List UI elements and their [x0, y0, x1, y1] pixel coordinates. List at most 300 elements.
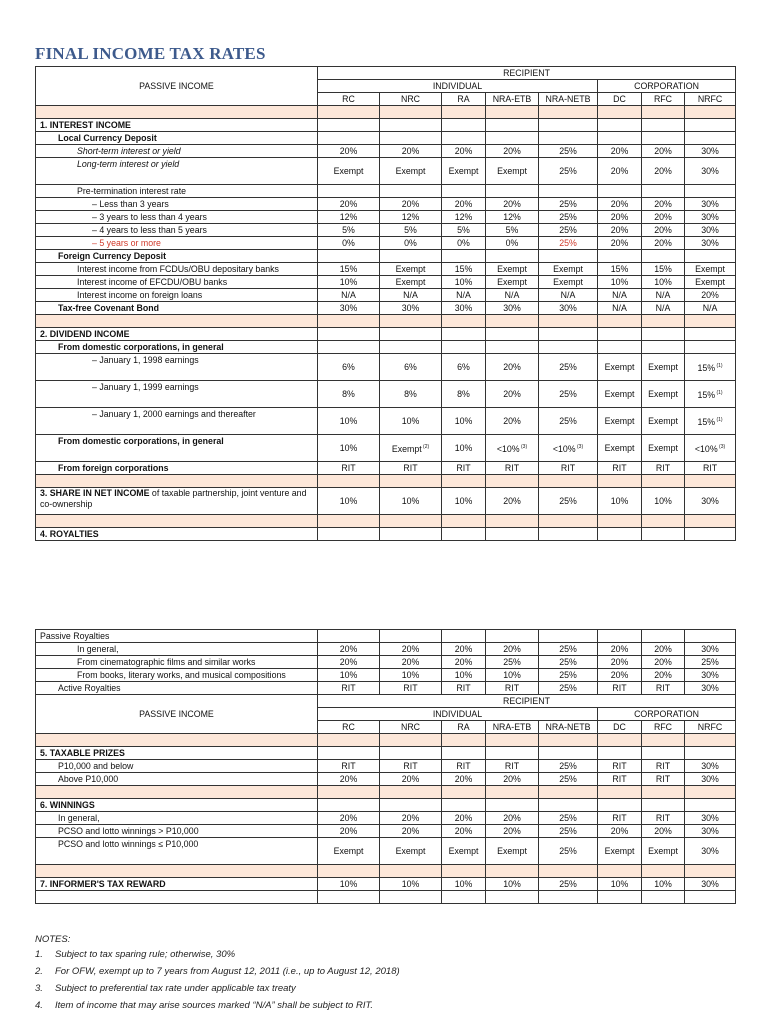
rate-value: RIT: [655, 463, 671, 473]
empty-cell: [442, 106, 486, 119]
rate-cell: [442, 760, 486, 773]
rate-value: 20%: [654, 238, 672, 248]
rate-value: 0%: [342, 238, 355, 248]
row-label: [36, 488, 318, 515]
rate-cell: [380, 145, 442, 158]
rate-value: 10%: [339, 442, 358, 453]
rate-value: 25%: [559, 774, 577, 784]
rate-value: 20%: [401, 774, 420, 784]
rate-cell: [598, 341, 642, 354]
rate-cell: [685, 799, 736, 812]
rate-cell: [380, 198, 442, 211]
rate-cell: [642, 145, 685, 158]
rate-cell: [642, 656, 685, 669]
row-label: P10,000 and below: [36, 760, 318, 773]
rate-cell: [598, 263, 642, 276]
row-label: In general,: [36, 812, 318, 825]
empty-cell: [598, 734, 642, 747]
empty-cell: [486, 315, 539, 328]
rate-value: N/A: [612, 290, 627, 300]
rate-cell: [486, 302, 539, 315]
rate-value: 25%: [559, 845, 577, 856]
rate-cell: [380, 656, 442, 669]
rate-cell: [539, 435, 598, 462]
column-header: RA: [442, 721, 486, 734]
rate-value: RIT: [403, 683, 418, 693]
empty-cell: [598, 515, 642, 528]
rate-cell: [486, 158, 539, 185]
rate-value: 5%: [457, 225, 470, 235]
rate-cell: [685, 354, 736, 381]
rate-cell: [642, 132, 685, 145]
empty-cell: [318, 734, 380, 747]
individual-header: INDIVIDUAL: [318, 708, 598, 721]
table-row: [36, 198, 736, 211]
rate-cell: [685, 341, 736, 354]
column-header: NRC: [380, 93, 442, 106]
rate-cell: [442, 289, 486, 302]
rate-value: 30%: [701, 495, 719, 506]
rate-cell: [598, 145, 642, 158]
rate-value: RIT: [456, 683, 471, 693]
rate-value: 10%: [654, 879, 672, 889]
rate-cell: [598, 119, 642, 132]
rate-value: 25%: [559, 146, 577, 156]
rate-cell: [318, 760, 380, 773]
rate-cell: [598, 838, 642, 865]
rate-cell: [539, 799, 598, 812]
rate-cell: [685, 302, 736, 315]
empty-cell: [318, 475, 380, 488]
rate-cell: [318, 354, 380, 381]
rate-value: N/A: [504, 290, 520, 300]
rate-value: 20%: [503, 495, 521, 506]
rate-cell: [598, 799, 642, 812]
note-item: [35, 966, 400, 977]
rate-cell: [318, 656, 380, 669]
rate-cell: [598, 302, 642, 315]
rate-cell: [685, 158, 736, 185]
rate-value: 20%: [454, 774, 473, 784]
empty-cell: [380, 786, 442, 799]
rate-cell: [642, 119, 685, 132]
rate-cell: [685, 132, 736, 145]
rate-cell: [442, 224, 486, 237]
rate-cell: [539, 237, 598, 250]
rate-cell: [685, 747, 736, 760]
note-text: For OFW, exempt up to 7 years from August 12, 2011 (i.e., up to August 12, 2018): [55, 966, 400, 977]
rate-cell: [685, 328, 736, 341]
rate-cell: [539, 354, 598, 381]
rate-cell: [539, 250, 598, 263]
rate-value: 12%: [401, 212, 420, 222]
rate-value: 5%: [342, 225, 355, 235]
rate-value: 12%: [339, 212, 358, 222]
rate-value: 20%: [610, 165, 629, 176]
rate-cell: [642, 773, 685, 786]
row-label: – January 1, 2000 earnings and thereafter: [36, 408, 318, 435]
rate-cell: [442, 799, 486, 812]
rate-cell: [685, 211, 736, 224]
rate-cell: [318, 185, 380, 198]
table-row: [36, 878, 736, 891]
rate-value: 25%: [559, 644, 577, 654]
rate-cell: [486, 773, 539, 786]
row-label: Pre-termination interest rate: [36, 185, 318, 198]
passive-income-header: PASSIVE INCOME: [36, 695, 318, 734]
column-header: RFC: [642, 93, 685, 106]
rate-cell: [539, 158, 598, 185]
empty-cell: [318, 786, 380, 799]
note-item: [35, 1000, 400, 1011]
column-header: NRC: [380, 721, 442, 734]
rate-cell: [380, 237, 442, 250]
empty-cell: [486, 734, 539, 747]
rate-cell: [539, 198, 598, 211]
footnote-marker: (1): [715, 416, 723, 423]
rate-cell: [380, 158, 442, 185]
rate-value: Exempt: [333, 845, 364, 856]
empty-cell: [539, 475, 598, 488]
rate-cell: [598, 250, 642, 263]
rate-value: Exempt: [648, 388, 678, 399]
rate-value: RIT: [655, 774, 671, 784]
rate-cell: [539, 119, 598, 132]
rate-cell: [685, 408, 736, 435]
rate-value: RIT: [655, 683, 671, 693]
rate-value: 30%: [701, 238, 719, 248]
rate-cell: [685, 630, 736, 643]
empty-cell: [380, 475, 442, 488]
row-label: Passive Royalties: [36, 630, 318, 643]
rate-value: <10%: [694, 443, 718, 454]
rate-value: 30%: [701, 813, 719, 823]
rate-cell: [642, 462, 685, 475]
rate-value: 20%: [654, 644, 672, 654]
rate-value: 8%: [404, 388, 417, 399]
footnote-marker: (1): [715, 362, 723, 369]
rate-cell: [598, 656, 642, 669]
rate-cell: [380, 760, 442, 773]
rate-value: 20%: [339, 199, 358, 209]
rate-cell: [380, 838, 442, 865]
rate-cell: [380, 354, 442, 381]
rate-value: 8%: [457, 388, 470, 399]
rate-value: 20%: [454, 644, 473, 654]
row-label: – Less than 3 years: [36, 198, 318, 211]
rate-cell: [318, 263, 380, 276]
rate-cell: [380, 669, 442, 682]
rate-cell: [598, 488, 642, 515]
rate-cell: [442, 462, 486, 475]
rate-value: N/A: [702, 303, 718, 313]
passive-income-header: PASSIVE INCOME: [36, 67, 318, 106]
row-label: 2. DIVIDEND INCOME: [36, 328, 318, 341]
table-row: [36, 747, 736, 760]
rate-cell: [539, 656, 598, 669]
table-row: [36, 630, 736, 643]
rate-cell: [486, 630, 539, 643]
rate-cell: [380, 341, 442, 354]
rate-cell: [539, 682, 598, 695]
table-row: [36, 158, 736, 185]
table-row: [36, 462, 736, 475]
rate-value: 30%: [701, 683, 719, 693]
rate-cell: [642, 211, 685, 224]
rate-cell: [380, 528, 442, 541]
note-text: Item of income that may arise sources marked “N/A” shall be subject to RIT.: [55, 1000, 374, 1011]
rate-cell: [598, 158, 642, 185]
rate-cell: [442, 812, 486, 825]
rate-value: 30%: [701, 212, 719, 222]
rate-cell: [380, 643, 442, 656]
rate-cell: [539, 328, 598, 341]
rate-value: Exempt: [648, 415, 678, 426]
empty-cell: [642, 786, 685, 799]
empty-cell: [380, 865, 442, 878]
rate-value: Exempt: [497, 845, 527, 856]
rate-cell: [318, 145, 380, 158]
rate-cell: [380, 185, 442, 198]
page-title: FINAL INCOME TAX RATES: [35, 44, 266, 63]
rate-cell: [598, 381, 642, 408]
rate-cell: [442, 276, 486, 289]
rate-value: 20%: [339, 657, 358, 667]
rate-value: RIT: [456, 463, 471, 473]
rate-cell: [642, 302, 685, 315]
rate-value: 25%: [559, 199, 577, 209]
empty-cell: [598, 786, 642, 799]
footnote-marker: (1): [715, 389, 723, 396]
rate-value: 10%: [339, 495, 358, 506]
rate-value: 30%: [401, 303, 420, 313]
rate-value: 20%: [503, 199, 521, 209]
row-label: – 3 years to less than 4 years: [36, 211, 318, 224]
rate-cell: [380, 878, 442, 891]
rate-cell: [642, 799, 685, 812]
spacer-row: [36, 865, 736, 878]
rate-cell: [442, 145, 486, 158]
table-header: [36, 67, 736, 106]
rate-value: 20%: [503, 644, 521, 654]
table-row: [36, 328, 736, 341]
rate-value: RIT: [655, 761, 671, 771]
rate-value: Exempt: [604, 415, 635, 426]
empty-cell: [598, 315, 642, 328]
rate-value: 30%: [454, 303, 473, 313]
rate-value: 15%: [610, 264, 629, 274]
rate-cell: [539, 132, 598, 145]
rate-cell: [598, 643, 642, 656]
rate-cell: [442, 250, 486, 263]
rate-value: Exempt: [604, 361, 635, 372]
rate-cell: [380, 276, 442, 289]
rate-value: 6%: [404, 361, 417, 372]
rate-cell: [442, 682, 486, 695]
table-row: [36, 185, 736, 198]
rate-cell: [685, 198, 736, 211]
row-label: From books, literary works, and musical compositions: [36, 669, 318, 682]
rate-value: 20%: [454, 826, 473, 836]
rate-cell: [486, 643, 539, 656]
table-row: [36, 302, 736, 315]
rate-value: 8%: [342, 388, 355, 399]
table-row: [36, 799, 736, 812]
rate-value: 10%: [610, 879, 629, 889]
rate-cell: [318, 773, 380, 786]
rate-cell: [642, 328, 685, 341]
rate-value: RIT: [612, 813, 627, 823]
empty-cell: [318, 515, 380, 528]
table-row: [36, 354, 736, 381]
empty-cell: [318, 315, 380, 328]
rate-value: 12%: [503, 212, 521, 222]
rate-value: Exempt: [553, 264, 583, 274]
rate-cell: [380, 773, 442, 786]
rate-cell: [486, 682, 539, 695]
rate-cell: [539, 488, 598, 515]
rate-cell: [486, 198, 539, 211]
rate-value: 25%: [559, 813, 577, 823]
rate-cell: [318, 643, 380, 656]
row-label: Long-term interest or yield: [36, 158, 318, 185]
empty-cell: [642, 475, 685, 488]
empty-cell: [642, 515, 685, 528]
rate-value: RIT: [504, 761, 520, 771]
rate-cell: [642, 878, 685, 891]
rate-cell: [442, 198, 486, 211]
rate-cell: [685, 250, 736, 263]
rate-value: 25%: [559, 388, 577, 399]
rate-value: Exempt: [333, 165, 364, 176]
rate-cell: [642, 760, 685, 773]
empty-cell: [36, 315, 318, 328]
rate-cell: [442, 488, 486, 515]
rate-cell: [598, 237, 642, 250]
rate-cell: [380, 328, 442, 341]
rate-cell: [539, 211, 598, 224]
rate-cell: [442, 747, 486, 760]
rate-value: 20%: [503, 361, 521, 372]
rate-cell: [486, 488, 539, 515]
rate-value: RIT: [655, 813, 671, 823]
rate-value: N/A: [655, 290, 671, 300]
rate-value: N/A: [403, 290, 418, 300]
rate-value: 30%: [339, 303, 358, 313]
rate-cell: [598, 630, 642, 643]
rate-cell: [318, 328, 380, 341]
empty-cell: [318, 865, 380, 878]
rate-value: 25%: [559, 879, 577, 889]
rate-cell: [318, 838, 380, 865]
rate-value: 5%: [404, 225, 417, 235]
table-row: [36, 669, 736, 682]
rate-cell: [318, 488, 380, 515]
empty-cell: [36, 865, 318, 878]
rate-cell: [486, 669, 539, 682]
rate-cell: [380, 682, 442, 695]
empty-cell: [442, 891, 486, 904]
rate-cell: [318, 630, 380, 643]
rate-value: RIT: [456, 761, 471, 771]
rate-cell: [442, 119, 486, 132]
rate-cell: [442, 773, 486, 786]
tax-rates-table-part2: [35, 629, 736, 904]
rate-value: 30%: [503, 303, 521, 313]
rate-cell: [642, 825, 685, 838]
table-row: [36, 119, 736, 132]
rate-cell: [642, 682, 685, 695]
rate-value: 20%: [339, 774, 358, 784]
rate-cell: [642, 185, 685, 198]
table-row: [36, 263, 736, 276]
rate-cell: [486, 289, 539, 302]
rate-value: <10%: [552, 443, 576, 454]
rate-cell: [318, 132, 380, 145]
rate-cell: [318, 224, 380, 237]
spacer-row: [36, 786, 736, 799]
rate-cell: [685, 462, 736, 475]
note-number: 3.: [35, 983, 43, 994]
rate-cell: [380, 289, 442, 302]
rate-cell: [486, 760, 539, 773]
rate-value: 30%: [701, 845, 719, 856]
rate-cell: [380, 132, 442, 145]
rate-cell: [642, 354, 685, 381]
rate-cell: [642, 263, 685, 276]
rate-value: N/A: [341, 290, 356, 300]
rate-value: RIT: [341, 683, 356, 693]
empty-cell: [380, 106, 442, 119]
rate-value: RIT: [504, 463, 520, 473]
notes-heading: NOTES:: [35, 934, 71, 945]
rate-value: 20%: [339, 644, 358, 654]
row-label: – January 1, 1998 earnings: [36, 354, 318, 381]
row-label: – 4 years to less than 5 years: [36, 224, 318, 237]
rate-cell: [598, 224, 642, 237]
note-number: 4.: [35, 1000, 43, 1011]
notes-section: [35, 934, 400, 1017]
table-row: [36, 528, 736, 541]
rate-cell: [442, 158, 486, 185]
rate-cell: [486, 211, 539, 224]
table-row: [36, 211, 736, 224]
rate-value: 0%: [457, 238, 470, 248]
rate-cell: [486, 341, 539, 354]
rate-value: Exempt: [395, 264, 426, 274]
rate-cell: [598, 669, 642, 682]
spacer-row: [36, 734, 736, 747]
rate-cell: [598, 760, 642, 773]
rate-cell: [318, 408, 380, 435]
rate-cell: [318, 747, 380, 760]
tax-rates-table-part1: [35, 66, 736, 541]
rate-cell: [442, 237, 486, 250]
rate-cell: [380, 250, 442, 263]
row-label: Above P10,000: [36, 773, 318, 786]
rate-cell: [598, 132, 642, 145]
rate-cell: [539, 276, 598, 289]
rate-value: 10%: [610, 277, 629, 287]
empty-cell: [598, 106, 642, 119]
rate-cell: [539, 289, 598, 302]
rate-value: 5%: [505, 225, 519, 235]
rate-cell: [539, 145, 598, 158]
rate-value: RIT: [504, 683, 520, 693]
recipient-header: RECIPIENT: [318, 67, 736, 80]
rate-value: Exempt: [448, 845, 479, 856]
rate-cell: [539, 838, 598, 865]
